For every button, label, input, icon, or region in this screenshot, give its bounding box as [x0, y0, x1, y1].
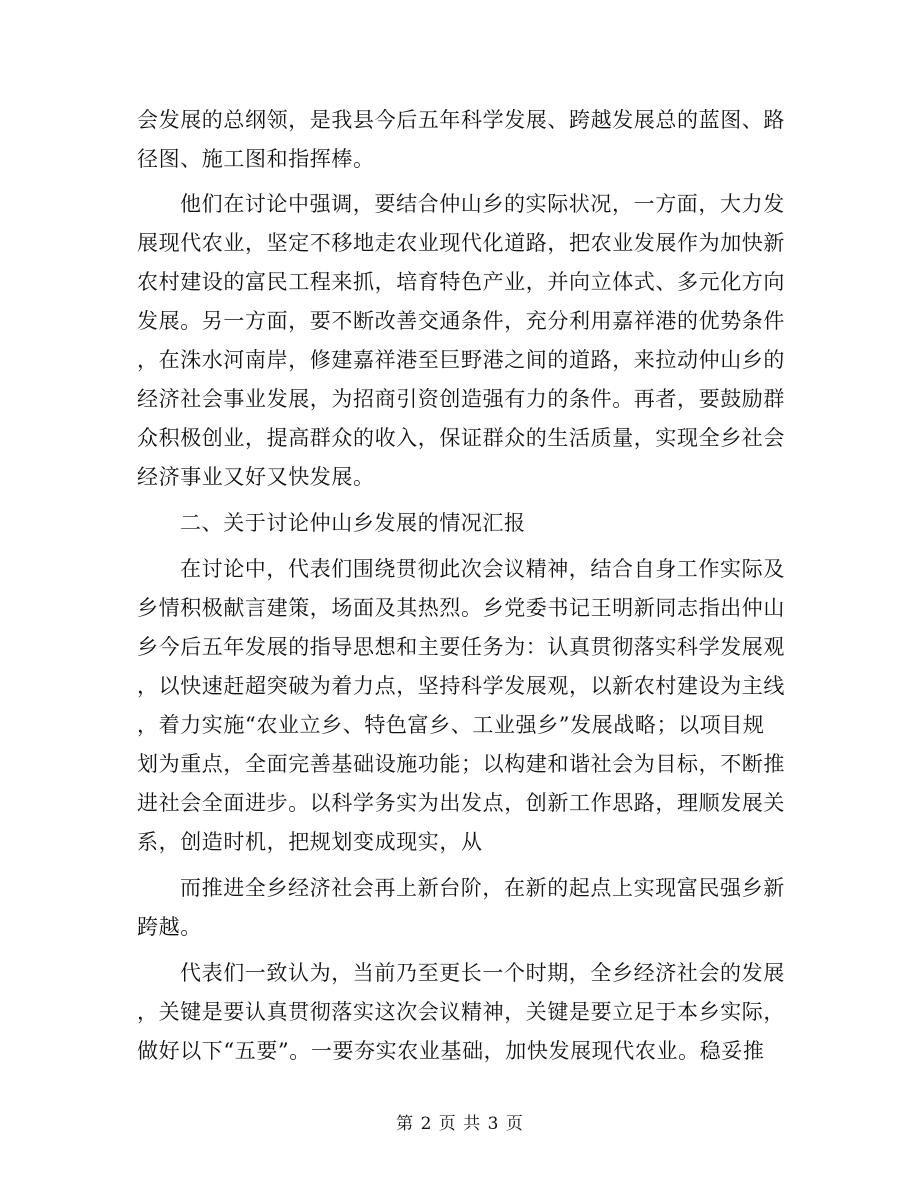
text-line: 乡情积极献言建策，场面及其热烈。乡党委书记王明新同志指出仲山: [137, 596, 785, 620]
text-line: 会发展的总纲领，是我县今后五年科学发展、跨越发展总的蓝图、路: [137, 108, 785, 132]
paragraph-start-line: 他们在讨论中强调，要结合仲山乡的实际状况，一方面，大力发: [180, 192, 785, 216]
text-line: ，在洙水河南岸，修建嘉祥港至巨野港之间的道路，来拉动仲山乡的: [137, 348, 785, 372]
text-line: 展现代农业，坚定不移地走农业现代化道路，把农业发展作为加快新: [137, 231, 785, 255]
text-line: 径图、施工图和指挥棒。: [137, 147, 375, 171]
paragraph-start-line: 而推进全乡经济社会再上新台阶，在新的起点上实现富民强乡新: [180, 876, 785, 900]
text-line: 经济社会事业发展，为招商引资创造强有力的条件。再者，要鼓励群: [137, 387, 785, 411]
paragraph-start-line: 在讨论中，代表们围绕贯彻此次会议精神，结合自身工作实际及: [180, 557, 785, 581]
text-line: 农村建设的富民工程来抓，培育特色产业，并向立体式、多元化方向: [137, 270, 785, 294]
text-line: 乡今后五年发展的指导思想和主要任务为：认真贯彻落实科学发展观: [137, 635, 785, 659]
text-line: 划为重点，全面完善基础设施功能；以构建和谐社会为目标，不断推: [137, 752, 785, 776]
text-line: 众积极创业，提高群众的收入，保证群众的生活质量，实现全乡社会: [137, 426, 785, 450]
text-line: 经济事业又好又快发展。: [137, 465, 375, 489]
text-line: 跨越。: [137, 915, 202, 939]
text-line: ，以快速赶超突破为着力点，坚持科学发展观，以新农村建设为主线: [137, 674, 785, 698]
page-number-footer: 第 2 页 共 3 页: [396, 1114, 524, 1134]
text-line: ，关键是要认真贯彻落实这次会议精神，关键是要立足于本乡实际，: [137, 1000, 785, 1024]
text-line: 做好以下“五要”。一要夯实农业基础，加快发展现代农业。稳妥推: [137, 1039, 765, 1063]
text-line: ，着力实施“农业立乡、特色富乡、工业强乡”发展战略；以项目规: [137, 713, 765, 737]
text-line: 系，创造时机，把规划变成现实，从: [137, 830, 483, 854]
text-line: 发展。另一方面，要不断改善交通条件，充分利用嘉祥港的优势条件: [137, 309, 785, 333]
section-heading: 二、关于讨论仲山乡发展的情况汇报: [180, 511, 526, 535]
text-line: 进社会全面进步。以科学务实为出发点，创新工作思路，理顺发展关: [137, 791, 785, 815]
paragraph-start-line: 代表们一致认为，当前乃至更长一个时期，全乡经济社会的发展: [180, 961, 785, 985]
